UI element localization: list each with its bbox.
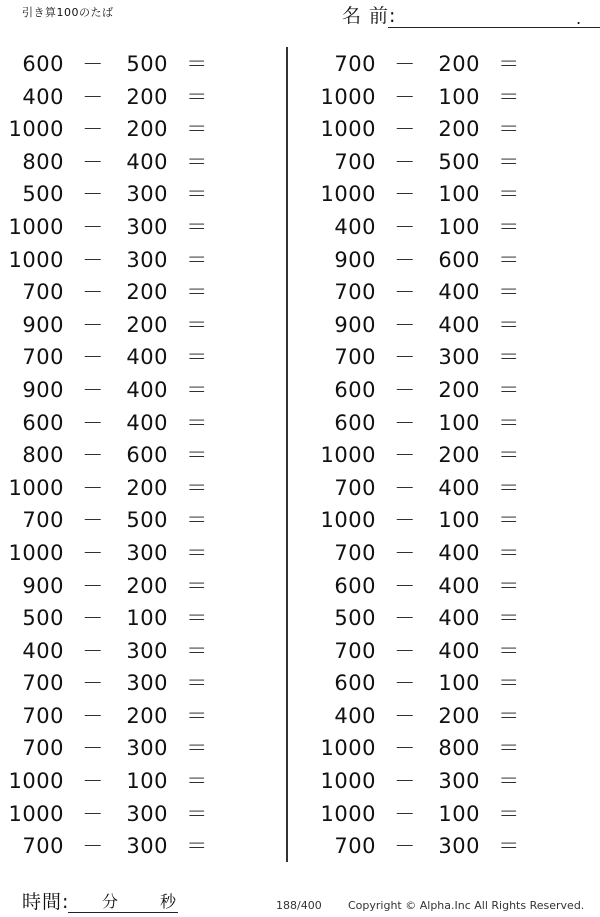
equals-sign: ＝: [186, 475, 208, 500]
subtrahend: 100: [438, 84, 480, 109]
problem-row: [0, 407, 280, 440]
column-divider: [286, 47, 288, 862]
minus-sign: －: [82, 84, 104, 109]
problem-row: [312, 830, 592, 863]
equals-sign: ＝: [498, 410, 520, 435]
minus-sign: －: [394, 801, 416, 826]
equals-sign: ＝: [186, 182, 208, 207]
minuend: 600: [334, 573, 376, 598]
subtrahend: 200: [126, 703, 168, 728]
subtrahend: 100: [126, 769, 168, 794]
equals-sign: ＝: [498, 508, 520, 533]
minus-sign: －: [394, 540, 416, 565]
minuend: 600: [22, 52, 64, 76]
equals-sign: ＝: [498, 117, 520, 142]
minus-sign: －: [82, 508, 104, 533]
minuend: 600: [22, 410, 64, 435]
problem-row: [312, 635, 592, 668]
minus-sign: －: [394, 475, 416, 500]
problem-row: [312, 244, 592, 277]
subtrahend: 100: [438, 508, 480, 533]
minus-sign: －: [394, 573, 416, 598]
minus-sign: －: [82, 182, 104, 207]
minuend: 1000: [8, 214, 64, 239]
minus-sign: －: [394, 606, 416, 631]
minus-sign: －: [82, 769, 104, 794]
problem-row: [0, 211, 280, 244]
problem-row: [0, 602, 280, 635]
problem-row: [0, 374, 280, 407]
equals-sign: ＝: [186, 703, 208, 728]
equals-sign: ＝: [498, 638, 520, 663]
problem-row: [0, 48, 280, 81]
subtrahend: 200: [126, 475, 168, 500]
problem-row: [312, 341, 592, 374]
name-underline: [388, 27, 600, 28]
subtrahend: 300: [126, 834, 168, 859]
equals-sign: ＝: [498, 280, 520, 305]
equals-sign: ＝: [186, 540, 208, 565]
minus-sign: －: [82, 214, 104, 239]
problem-row: [0, 244, 280, 277]
equals-sign: ＝: [186, 377, 208, 402]
minuend: 500: [22, 182, 64, 207]
subtrahend: 200: [438, 703, 480, 728]
minus-sign: －: [394, 377, 416, 402]
equals-sign: ＝: [498, 52, 520, 76]
problem-row: [312, 178, 592, 211]
equals-sign: ＝: [186, 149, 208, 174]
minuend: 700: [334, 834, 376, 859]
problem-row: [0, 113, 280, 146]
equals-sign: ＝: [498, 377, 520, 402]
minuend: 1000: [320, 84, 376, 109]
equals-sign: ＝: [186, 410, 208, 435]
subtrahend: 200: [126, 312, 168, 337]
subtrahend: 100: [438, 671, 480, 696]
name-label: 名 前:: [342, 5, 397, 27]
problem-row: [312, 570, 592, 603]
equals-sign: ＝: [498, 573, 520, 598]
minuend: 700: [22, 703, 64, 728]
minus-sign: －: [82, 280, 104, 305]
subtrahend: 300: [126, 801, 168, 826]
equals-sign: ＝: [186, 606, 208, 631]
minus-sign: －: [394, 671, 416, 696]
subtrahend: 200: [126, 280, 168, 305]
time-field: [22, 890, 192, 916]
minuend: 900: [334, 312, 376, 337]
equals-sign: ＝: [498, 540, 520, 565]
equals-sign: ＝: [186, 671, 208, 696]
minuend: 1000: [320, 801, 376, 826]
minuend: 700: [334, 638, 376, 663]
problem-row: [0, 178, 280, 211]
minuend: 600: [334, 377, 376, 402]
minuend: 400: [22, 638, 64, 663]
problem-row: [312, 374, 592, 407]
problem-row: [0, 537, 280, 570]
subtrahend: 100: [438, 410, 480, 435]
subtrahend: 400: [438, 606, 480, 631]
equals-sign: ＝: [498, 84, 520, 109]
minuend: 1000: [8, 475, 64, 500]
minus-sign: －: [82, 475, 104, 500]
page-number: 188/400: [276, 899, 322, 912]
subtrahend: 500: [126, 508, 168, 533]
minuend: 800: [22, 443, 64, 468]
subtrahend: 200: [126, 117, 168, 142]
problem-row: [0, 504, 280, 537]
problem-row: [0, 765, 280, 798]
problem-row: [312, 732, 592, 765]
minus-sign: －: [394, 84, 416, 109]
minus-sign: －: [394, 638, 416, 663]
problem-row: [0, 667, 280, 700]
subtrahend: 600: [438, 247, 480, 272]
minuend: 700: [334, 540, 376, 565]
problem-row: [312, 276, 592, 309]
equals-sign: ＝: [498, 801, 520, 826]
minus-sign: －: [82, 345, 104, 370]
subtrahend: 100: [438, 801, 480, 826]
equals-sign: ＝: [186, 280, 208, 305]
minuend: 600: [334, 671, 376, 696]
subtrahend: 500: [126, 52, 168, 76]
subtrahend: 300: [438, 834, 480, 859]
minus-sign: －: [82, 247, 104, 272]
minus-sign: －: [394, 345, 416, 370]
minus-sign: －: [82, 801, 104, 826]
subtrahend: 300: [126, 214, 168, 239]
minuend: 1000: [320, 443, 376, 468]
equals-sign: ＝: [498, 671, 520, 696]
equals-sign: ＝: [498, 149, 520, 174]
problem-row: [312, 407, 592, 440]
equals-sign: ＝: [498, 703, 520, 728]
subtrahend: 300: [126, 638, 168, 663]
seconds-label: 秒: [160, 892, 177, 911]
equals-sign: ＝: [498, 736, 520, 761]
minus-sign: －: [82, 540, 104, 565]
problem-row: [0, 146, 280, 179]
subtrahend: 300: [438, 769, 480, 794]
minuend: 1000: [320, 508, 376, 533]
problem-row: [312, 798, 592, 831]
minuend: 600: [334, 410, 376, 435]
problem-row: [0, 472, 280, 505]
equals-sign: ＝: [186, 508, 208, 533]
subtrahend: 400: [438, 540, 480, 565]
subtrahend: 300: [438, 345, 480, 370]
minus-sign: －: [82, 671, 104, 696]
problem-row: [0, 439, 280, 472]
subtrahend: 400: [126, 377, 168, 402]
left-problem-column: [0, 48, 280, 863]
subtrahend: 200: [438, 443, 480, 468]
minus-sign: －: [82, 703, 104, 728]
minus-sign: －: [82, 117, 104, 142]
minutes-label: 分: [102, 892, 119, 911]
minuend: 1000: [320, 736, 376, 761]
equals-sign: ＝: [498, 214, 520, 239]
minus-sign: －: [82, 834, 104, 859]
equals-sign: ＝: [498, 834, 520, 859]
minuend: 400: [334, 703, 376, 728]
minuend: 400: [22, 84, 64, 109]
minuend: 900: [22, 312, 64, 337]
minus-sign: －: [394, 280, 416, 305]
minuend: 1000: [320, 117, 376, 142]
minuend: 700: [334, 149, 376, 174]
equals-sign: ＝: [186, 801, 208, 826]
problem-row: [0, 635, 280, 668]
minuend: 800: [22, 149, 64, 174]
subtrahend: 200: [438, 377, 480, 402]
minuend: 700: [22, 280, 64, 305]
subtrahend: 200: [438, 117, 480, 142]
equals-sign: ＝: [186, 345, 208, 370]
copyright-notice: Copyright © Alpha.Inc All Rights Reserved.: [348, 899, 585, 912]
subtrahend: 400: [438, 638, 480, 663]
minuend: 400: [334, 214, 376, 239]
minus-sign: －: [394, 214, 416, 239]
subtrahend: 300: [126, 182, 168, 207]
minus-sign: －: [394, 182, 416, 207]
equals-sign: ＝: [186, 573, 208, 598]
subtrahend: 100: [438, 182, 480, 207]
equals-sign: ＝: [498, 475, 520, 500]
problem-row: [312, 211, 592, 244]
equals-sign: ＝: [186, 736, 208, 761]
subtrahend: 200: [438, 52, 480, 76]
minus-sign: －: [394, 443, 416, 468]
problem-row: [312, 146, 592, 179]
minuend: 700: [22, 345, 64, 370]
minus-sign: －: [82, 606, 104, 631]
minuend: 900: [22, 377, 64, 402]
problem-row: [312, 667, 592, 700]
problem-row: [312, 537, 592, 570]
equals-sign: ＝: [186, 769, 208, 794]
subtrahend: 200: [126, 84, 168, 109]
equals-sign: ＝: [498, 769, 520, 794]
subtrahend: 600: [126, 443, 168, 468]
minus-sign: －: [394, 736, 416, 761]
minus-sign: －: [82, 736, 104, 761]
minuend: 700: [334, 345, 376, 370]
minuend: 1000: [8, 801, 64, 826]
problem-row: [0, 570, 280, 603]
problem-row: [312, 472, 592, 505]
problem-row: [0, 81, 280, 114]
name-end-dot: .: [576, 9, 582, 28]
problem-row: [312, 113, 592, 146]
time-label: 時間:: [22, 891, 70, 913]
minuend: 700: [22, 671, 64, 696]
problem-row: [312, 504, 592, 537]
minuend: 1000: [8, 540, 64, 565]
problem-row: [312, 439, 592, 472]
minuend: 900: [22, 573, 64, 598]
problem-row: [312, 765, 592, 798]
subtrahend: 400: [126, 345, 168, 370]
subtrahend: 400: [438, 312, 480, 337]
minuend: 1000: [320, 769, 376, 794]
minus-sign: －: [394, 52, 416, 76]
subtrahend: 100: [438, 214, 480, 239]
minuend: 1000: [8, 769, 64, 794]
equals-sign: ＝: [186, 247, 208, 272]
equals-sign: ＝: [186, 84, 208, 109]
minus-sign: －: [82, 638, 104, 663]
minuend: 900: [334, 247, 376, 272]
minuend: 700: [334, 280, 376, 305]
equals-sign: ＝: [186, 312, 208, 337]
minuend: 1000: [320, 182, 376, 207]
minus-sign: －: [394, 508, 416, 533]
problem-row: [312, 700, 592, 733]
minus-sign: －: [82, 573, 104, 598]
equals-sign: ＝: [186, 214, 208, 239]
subtrahend: 300: [126, 247, 168, 272]
minus-sign: －: [394, 410, 416, 435]
worksheet-title: 引き算100のたば: [22, 6, 114, 19]
equals-sign: ＝: [498, 606, 520, 631]
minus-sign: －: [82, 312, 104, 337]
problem-row: [312, 309, 592, 342]
minuend: 700: [334, 52, 376, 76]
name-field: [342, 4, 582, 30]
problem-row: [0, 309, 280, 342]
subtrahend: 100: [126, 606, 168, 631]
minus-sign: －: [394, 769, 416, 794]
minuend: 700: [22, 834, 64, 859]
subtrahend: 300: [126, 671, 168, 696]
subtrahend: 400: [438, 573, 480, 598]
problem-row: [0, 700, 280, 733]
minus-sign: －: [82, 443, 104, 468]
equals-sign: ＝: [498, 247, 520, 272]
minus-sign: －: [82, 410, 104, 435]
minuend: 1000: [8, 117, 64, 142]
subtrahend: 400: [126, 149, 168, 174]
problem-row: [0, 732, 280, 765]
subtrahend: 300: [126, 540, 168, 565]
problem-row: [0, 341, 280, 374]
equals-sign: ＝: [498, 312, 520, 337]
equals-sign: ＝: [186, 638, 208, 663]
minuend: 1000: [8, 247, 64, 272]
subtrahend: 200: [126, 573, 168, 598]
problem-row: [312, 602, 592, 635]
minus-sign: －: [82, 377, 104, 402]
problem-row: [0, 830, 280, 863]
equals-sign: ＝: [498, 345, 520, 370]
subtrahend: 300: [126, 736, 168, 761]
equals-sign: ＝: [186, 443, 208, 468]
problem-row: [312, 48, 592, 81]
equals-sign: ＝: [498, 182, 520, 207]
subtrahend: 500: [438, 149, 480, 174]
minus-sign: －: [394, 149, 416, 174]
minuend: 500: [22, 606, 64, 631]
subtrahend: 800: [438, 736, 480, 761]
equals-sign: ＝: [186, 117, 208, 142]
minus-sign: －: [394, 703, 416, 728]
subtrahend: 400: [438, 280, 480, 305]
minus-sign: －: [394, 312, 416, 337]
minus-sign: －: [394, 834, 416, 859]
minuend: 700: [22, 736, 64, 761]
right-problem-column: [312, 48, 592, 863]
equals-sign: ＝: [186, 52, 208, 76]
subtrahend: 400: [438, 475, 480, 500]
problem-row: [312, 81, 592, 114]
minus-sign: －: [82, 149, 104, 174]
equals-sign: ＝: [186, 834, 208, 859]
problem-row: [0, 276, 280, 309]
minuend: 500: [334, 606, 376, 631]
minuend: 700: [22, 508, 64, 533]
equals-sign: ＝: [498, 443, 520, 468]
minus-sign: －: [394, 117, 416, 142]
subtrahend: 400: [126, 410, 168, 435]
minus-sign: －: [394, 247, 416, 272]
minus-sign: －: [82, 52, 104, 76]
problem-row: [0, 798, 280, 831]
minuend: 700: [334, 475, 376, 500]
